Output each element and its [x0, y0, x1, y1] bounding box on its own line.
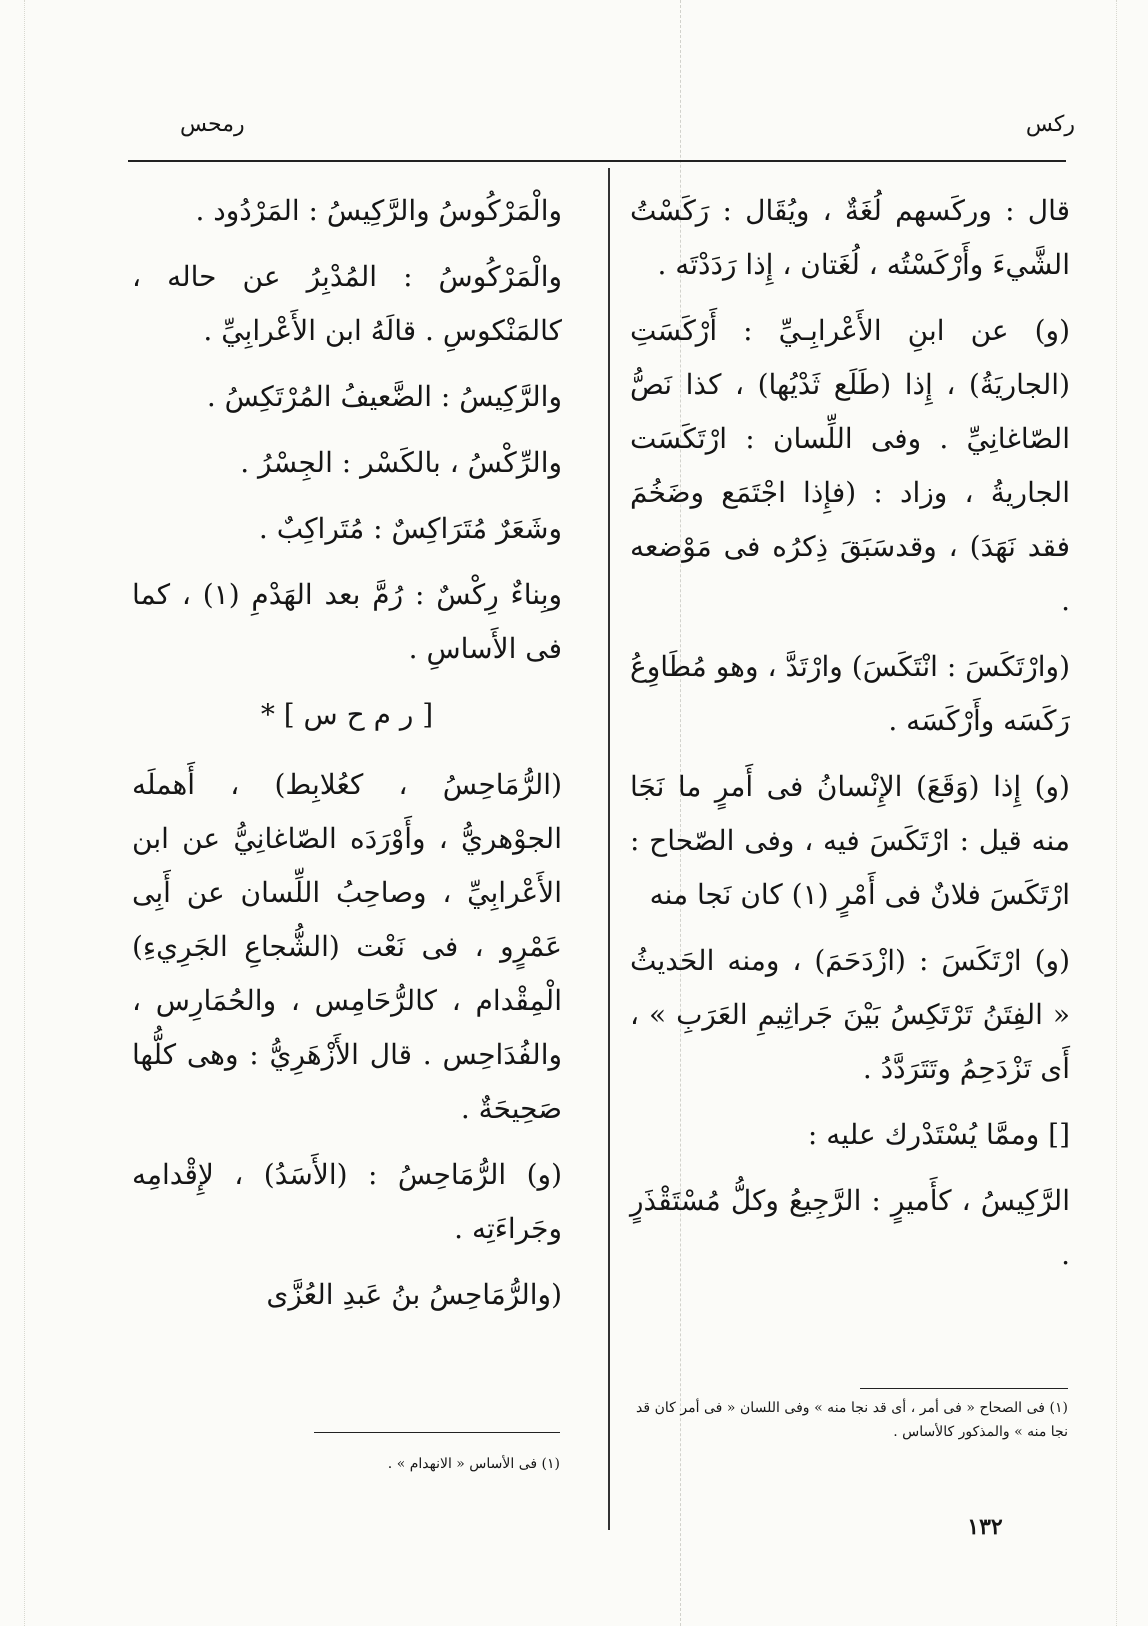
footnote-rule-left: [314, 1432, 560, 1433]
scan-edge-right: [1116, 0, 1117, 1626]
paragraph: (والرُّمَاحِسُ بنُ عَبدِ العُزَّى: [266, 1278, 562, 1311]
paragraph: (الرُّمَاحِسُ ، كعُلابِط) ، أَهملَه الجوْهريُّ ، وأَوْرَدَه الصّاغانِيُّ عن ابن الأَعْرابِيِّ ، وصاحِبُ اللِّسان عن أَبِى عَمْرٍو ، فى نَعْت (الشُّجاعِ الجَرِيءِ) الْمِقْدام ، كالرُّحَامِس ، والحُمَارِس ، والفُدَاحِس . قال الأَزْهَرِيُّ : وهى كلُّها صَحِيحَةٌ .: [132, 768, 562, 1125]
header-rule: [128, 160, 1066, 162]
paragraph: (و) عن ابنِ الأَعْرابِـيِّ : أَرْكَسَتِ (الجاريَةُ) ، إِذا (طَلَع ثَدْيُها) ، كذا نَصُّ الصّاغانِيِّ . وفى اللِّسان : ارْتَكَسَت الجاريةُ ، وزاد : (فإِذا اجْتَمَع وضَخُمَ فقد نَهَدَ) ، وقدسَبَقَ ذِكرُه فى مَوْضعه .: [630, 314, 1070, 617]
footnote-text: (١) فى الأساس « الانهدام » .: [387, 1456, 560, 1472]
paragraph: وبِناءٌ رِكْسٌ : رُمَّ بعد الهَدْمِ (١) ، كما فى الأَساسِ .: [132, 578, 563, 665]
left-column: [132, 184, 562, 1334]
paragraph: والرِّكْسُ ، بالكَسْر : الجِسْرُ .: [240, 446, 562, 479]
paragraph: [] وممَّا يُسْتَدْرك عليه :: [807, 1118, 1070, 1151]
page-number: ١٣٢: [967, 1514, 1003, 1540]
paragraph: (وارْتَكَسَ : انْتَكَسَ) وارْتَدَّ ، وهو مُطَاوِعُ رَكَسَه وأَرْكَسَه .: [630, 650, 1070, 737]
paragraph: والْمَرْكُوسُ : المُدْبِرُ عن حاله ، كالمَنْكوسِ . قالَهُ ابن الأَعْرابِيِّ .: [132, 260, 562, 347]
footnote-rule-right: [860, 1388, 1068, 1389]
paragraph: والْمَرْكُوسُ والرَّكِيسُ : المَرْدُود .: [195, 194, 562, 227]
running-head-right: ركس: [1025, 112, 1075, 137]
footnote-left: [314, 1452, 560, 1476]
paragraph: (و) الرُّمَاحِسُ : (الأَسَدُ) ، لإِقْدامِه وجَراءَتِه .: [132, 1158, 562, 1245]
footnote-text: (١) فى الصحاح « فى أمر ، أى قد نجا منه » وفى اللسان « فى أمر كان قد نجا منه » والمذكور كالأساس .: [636, 1400, 1068, 1440]
right-column: [630, 184, 1070, 1294]
column-divider: [608, 168, 610, 1530]
paragraph: قال : وركَسهم لُغَةٌ ، ويُقَال : رَكَسْتُ الشَّيءَ وأَرْكَسْتُه ، لُغَتان ، إِذا رَدَدْتَه .: [630, 194, 1070, 281]
paragraph: وشَعَرٌ مُتَرَاكِسٌ : مُتَراكِبٌ .: [258, 512, 562, 545]
scan-edge-left: [24, 0, 25, 1626]
paragraph: (و) ارْتَكَسَ : (ازْدَحَمَ) ، ومنه الحَديثُ « الفِتَنُ تَرْتَكِسُ بَيْنَ جَراثِيمِ العَرَبِ » ، أَى تَزْدَحِمُ وتَتَرَدَّدُ .: [630, 944, 1070, 1085]
paragraph: الرَّكِيسُ ، كأَميرٍ : الرَّجِيعُ وكلُّ مُسْتَقْذَرٍ .: [630, 1184, 1070, 1271]
entry-heading: [ ر م ح س ] *: [260, 698, 434, 731]
running-head-left: رمحس: [180, 112, 245, 137]
footnote-right: [636, 1396, 1068, 1444]
paragraph: (و) إِذا (وَقَعَ) الإِنْسانُ فى أَمرٍ ما نَجَا منه قيل : ارْتَكَسَ فيه ، وفى الصّحاح : ارْتَكَسَ فلانٌ فى أَمْرٍ (١) كان نَجا منه: [630, 770, 1070, 911]
paragraph: والرَّكِيسُ : الضَّعيفُ المُرْتَكِسُ .: [206, 380, 562, 413]
